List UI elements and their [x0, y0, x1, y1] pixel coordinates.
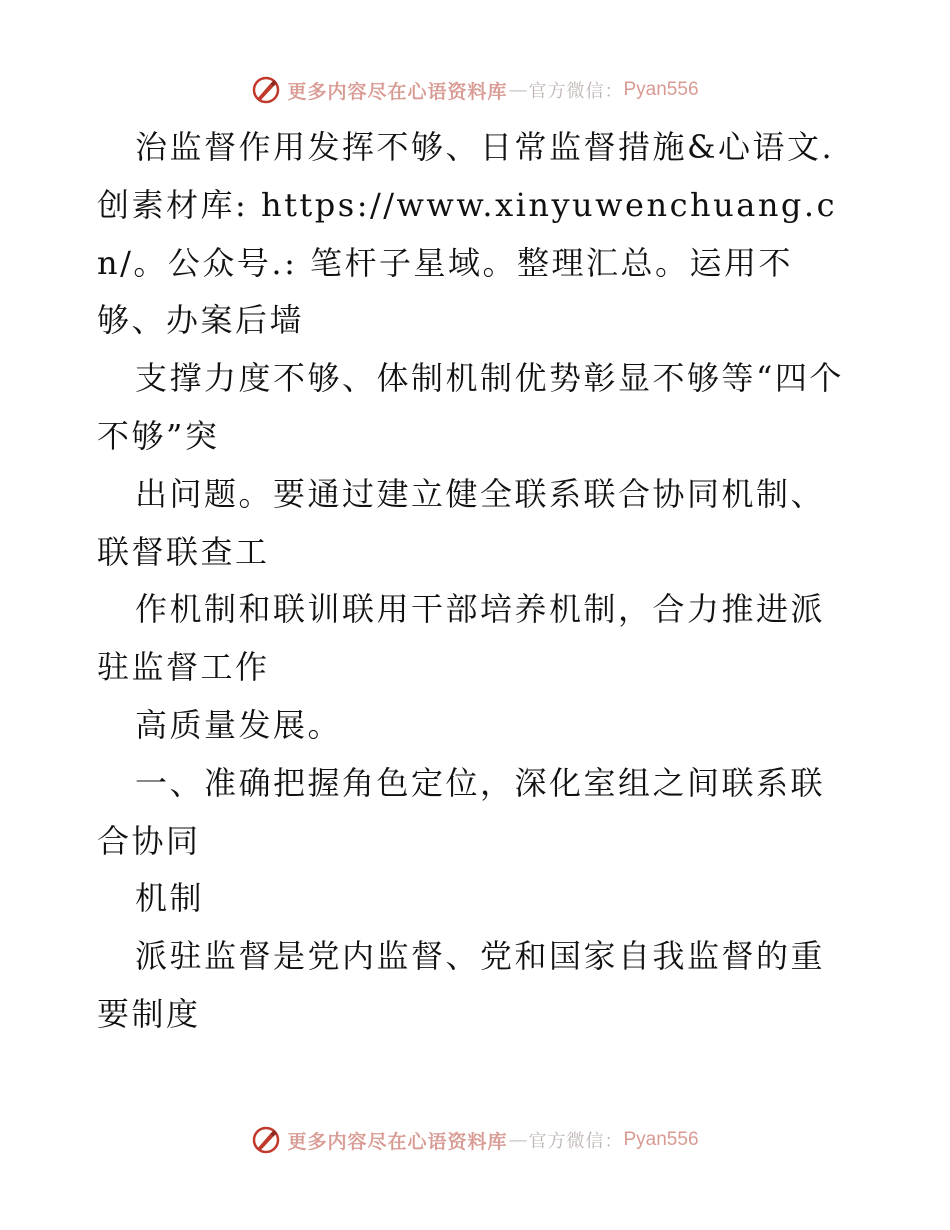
header-watermark [0, 72, 950, 108]
pen-logo-icon [251, 1125, 281, 1155]
section-heading: 一、准确把握角色定位，深化室组之间联系联合协同 [97, 763, 826, 860]
watermark-wechat-id: Pyan556 [623, 79, 699, 100]
paragraph: 治监督作用发挥不够、日常监督措施&心语文.创素材库: https://www.xinyuwenchuang.cn/。公众号.: 笔杆子星域。整理汇总。运用不够、办案后墙 [97, 128, 838, 340]
section-heading-continued: 机制 [135, 879, 205, 918]
paragraph: 高质量发展。 [135, 705, 343, 744]
paragraph: 支撑力度不够、体制机制优势彰显不够等“四个不够”突 [97, 359, 844, 455]
footer-watermark [0, 1122, 950, 1158]
watermark-text: 更多内容尽在心语资料库 [287, 1130, 508, 1153]
watermark-wechat-label: 官方微信： [528, 1131, 624, 1152]
watermark-wechat-label: 官方微信： [528, 81, 624, 102]
watermark-separator: — [508, 79, 528, 101]
paragraph: 作机制和联训联用干部培养机制，合力推进派驻监督工作 [97, 590, 826, 687]
pen-logo-icon [251, 75, 281, 105]
document-body [97, 119, 857, 1044]
paragraph: 派驻监督是党内监督、党和国家自我监督的重要制度 [97, 937, 826, 1033]
watermark-wechat-id: Pyan556 [623, 1129, 699, 1150]
watermark-text: 更多内容尽在心语资料库 [287, 80, 508, 103]
paragraph: 出问题。要通过建立健全联系联合协同机制、联督联查工 [97, 474, 826, 571]
watermark-separator: — [508, 1129, 528, 1151]
